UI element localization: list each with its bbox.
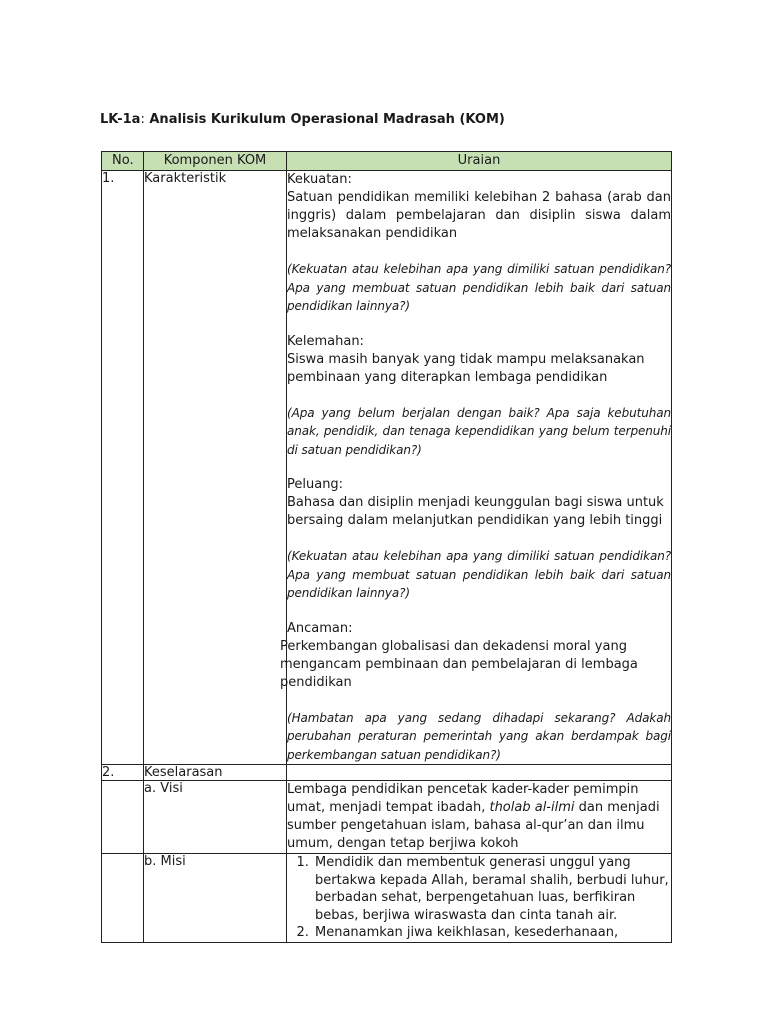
header-no: No. — [102, 152, 144, 171]
misi-no — [102, 854, 144, 943]
kelemahan-text: Siswa masih banyak yang tidak mampu melaksanakan pembinaan yang diterapkan lembaga pendidikan — [287, 351, 645, 385]
kom-analysis-table — [101, 151, 672, 943]
header-uraian: Uraian — [287, 152, 672, 171]
row1-uraian — [280, 171, 672, 765]
kelemahan-label: Kelemahan: — [287, 333, 364, 349]
misi-label: b. Misi — [144, 854, 287, 943]
ancaman-text: Perkembangan globalisasi dan dekadensi moral yang mengancam pembinaan dan pembelajaran di lembaga pendidikan — [280, 638, 638, 690]
row2-uraian — [287, 765, 672, 781]
table-row-misi — [102, 854, 672, 943]
visi-text-after: dan menjadi sumber pengetahuan islam, bahasa al-qur’an dan ilmu umum, dengan tetap berjiwa kokoh — [287, 800, 660, 851]
misi-item: 1. Mendidik dan membentuk generasi unggul yang bertakwa kepada Allah, beramal shalih, berbudi luhur, berbadan sehat, berpengetahuan luas, berfikiran bebas, berjiwa wiraswasta dan cinta tanah air. — [313, 854, 671, 924]
kekuatan-text: Satuan pendidikan memiliki kelebihan 2 bahasa (arab dan inggris) dalam pembelajaran dan disiplin siswa dalam melaksanakan pendidikan — [287, 190, 671, 241]
title-separator: : — [140, 112, 145, 127]
peluang-text: Bahasa dan disiplin menjadi keunggulan bagi siswa untuk bersaing dalam melanjutkan pendidikan yang lebih tinggi — [287, 495, 664, 528]
table-row-visi — [102, 781, 672, 854]
misi-list — [287, 854, 671, 942]
peluang-label: Peluang: — [287, 477, 344, 492]
title-code: LK-1a — [100, 112, 141, 127]
misi-item: 2. Menanamkan jiwa keikhlasan, kesederhanaan, — [313, 924, 671, 942]
visi-text-italic: tholab al-ilmi — [489, 800, 575, 815]
visi-label: a. Visi — [144, 781, 287, 854]
row1-komponen: Karakteristik — [144, 171, 287, 765]
table-header-row — [102, 152, 672, 171]
visi-no — [102, 781, 144, 854]
kekuatan-hint: (Kekuatan atau kelebihan apa yang dimiliki satuan pendidikan? Apa yang membuat satuan pendidikan lebih baik dari satuan pendidikan lainnya?) — [287, 262, 671, 313]
row2-komponen: Keselarasan — [144, 765, 287, 781]
visi-text — [287, 781, 672, 854]
ancaman-label: Ancaman: — [287, 620, 353, 636]
page-title — [100, 112, 505, 127]
kekuatan-label: Kekuatan: — [287, 172, 352, 187]
misi-list-cell — [287, 854, 672, 943]
title-text: Analisis Kurikulum Operasional Madrasah (KOM) — [149, 112, 505, 127]
ancaman-hint: (Hambatan apa yang sedang dihadapi sekarang? Adakah perubahan peraturan pemerintah yang akan berdampak bagi perkembangan satuan pendidikan?) — [287, 710, 671, 762]
visi-text-before: Lembaga pendidikan pencetak kader-kader pemimpin umat, menjadi tempat ibadah, — [287, 782, 639, 815]
kelemahan-hint: (Apa yang belum berjalan dengan baik? Apa saja kebutuhan anak, pendidik, dan tenaga kependidikan yang belum terpenuhi di satuan pendidikan?) — [287, 405, 671, 457]
peluang-hint: (Kekuatan atau kelebihan apa yang dimiliki satuan pendidikan? Apa yang membuat satuan pendidikan lebih baik dari satuan pendidikan lainnya?) — [287, 549, 671, 600]
table-row-karakteristik — [102, 171, 672, 765]
header-komponen: Komponen KOM — [144, 152, 287, 171]
row2-no: 2. — [102, 765, 144, 781]
table-row-keselarasan — [102, 765, 672, 781]
row1-no: 1. — [102, 171, 144, 765]
